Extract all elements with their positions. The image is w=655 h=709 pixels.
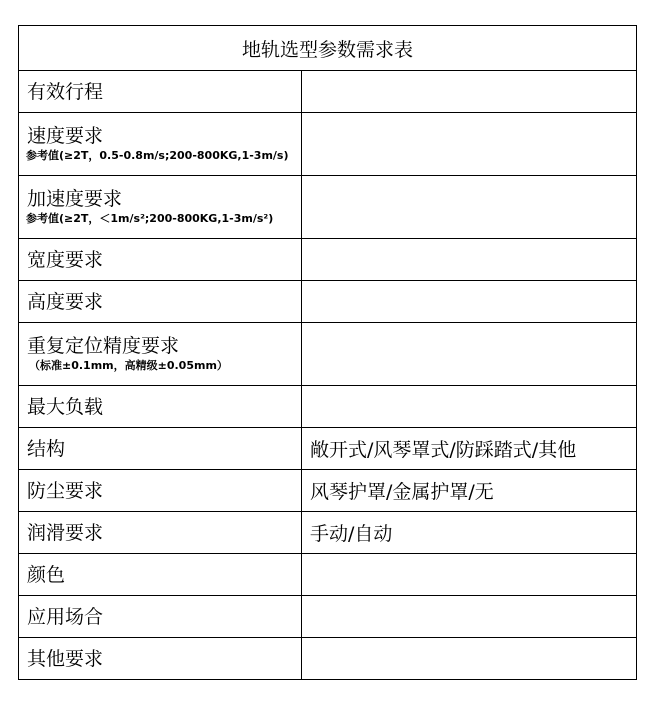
row-options: 手动/自动	[310, 523, 393, 545]
row-value-cell[interactable]	[302, 470, 637, 512]
row-value-cell[interactable]	[302, 638, 637, 680]
row-reference-note: 参考值(≥2T，0.5-0.8m/s;200-800KG,1-3m/s)	[26, 149, 289, 162]
table-row-structure	[19, 428, 637, 470]
row-label-cell	[19, 428, 302, 470]
row-reference-note: （标准±0.1mm，高精级±0.05mm）	[29, 359, 228, 372]
row-options: 风琴护罩/金属护罩/无	[310, 481, 494, 503]
row-label-cell	[19, 386, 302, 428]
row-label: 结构	[27, 437, 66, 460]
table-row-application	[19, 596, 637, 638]
row-label: 有效行程	[27, 80, 104, 103]
row-label: 重复定位精度要求	[27, 335, 180, 357]
table-title-row	[19, 26, 637, 71]
row-label-cell	[19, 323, 302, 386]
row-label-cell	[19, 71, 302, 113]
row-label: 其他要求	[27, 647, 104, 670]
row-label: 防尘要求	[27, 479, 104, 502]
row-value-cell[interactable]	[302, 323, 637, 386]
row-value-cell[interactable]	[302, 386, 637, 428]
table-row-color	[19, 554, 637, 596]
row-label-cell	[19, 554, 302, 596]
table-row-lubrication	[19, 512, 637, 554]
row-label: 颜色	[27, 563, 66, 586]
row-value-cell[interactable]	[302, 281, 637, 323]
row-label: 最大负载	[27, 395, 104, 418]
row-options: 敞开式/风琴罩式/防踩踏式/其他	[310, 439, 577, 461]
row-label-cell	[19, 239, 302, 281]
row-value-cell[interactable]	[302, 512, 637, 554]
parameter-requirements-table	[18, 25, 637, 680]
table-row-repeatability	[19, 323, 637, 386]
row-label-cell	[19, 638, 302, 680]
row-label-cell	[19, 512, 302, 554]
row-label: 宽度要求	[27, 248, 104, 271]
row-value-cell[interactable]	[302, 176, 637, 239]
table-row-max-load	[19, 386, 637, 428]
row-label-cell	[19, 470, 302, 512]
row-value-cell[interactable]	[302, 554, 637, 596]
table-title: 地轨选型参数需求表	[19, 26, 637, 71]
row-reference-note: 参考值(≥2T，＜1m/s²;200-800KG,1-3m/s²)	[26, 212, 274, 225]
table-row-acceleration	[19, 176, 637, 239]
table-row-speed	[19, 113, 637, 176]
row-value-cell[interactable]	[302, 71, 637, 113]
row-value-cell[interactable]	[302, 596, 637, 638]
row-label-cell	[19, 113, 302, 176]
table-row-dust-protection	[19, 470, 637, 512]
row-label-cell	[19, 281, 302, 323]
row-value-cell[interactable]	[302, 239, 637, 281]
row-label: 应用场合	[27, 605, 104, 628]
table-row-height	[19, 281, 637, 323]
row-label-cell	[19, 596, 302, 638]
row-label: 润滑要求	[27, 521, 104, 544]
table-row-stroke	[19, 71, 637, 113]
table-row-other	[19, 638, 637, 680]
row-label-cell	[19, 176, 302, 239]
row-value-cell[interactable]	[302, 428, 637, 470]
row-label: 加速度要求	[27, 188, 123, 210]
row-value-cell[interactable]	[302, 113, 637, 176]
table-row-width	[19, 239, 637, 281]
row-label: 高度要求	[27, 290, 104, 313]
row-label: 速度要求	[27, 125, 104, 147]
